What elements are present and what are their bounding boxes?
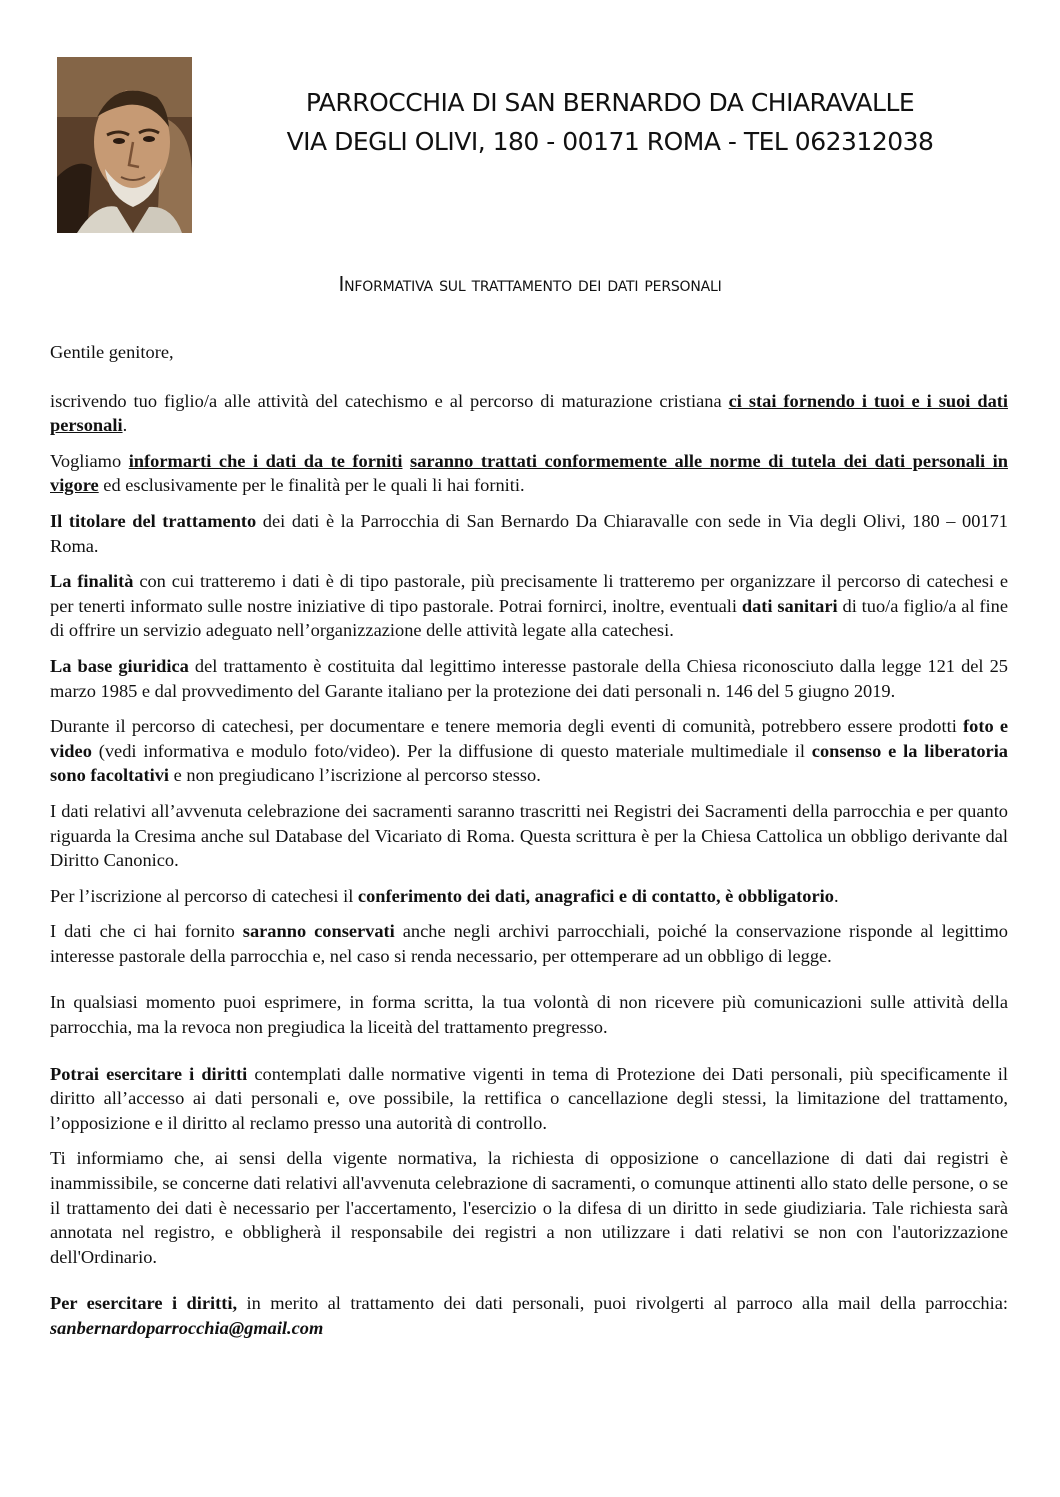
saint-portrait-image [57,57,192,233]
paragraph-2: Vogliamo informarti che i dati da te forniti saranno trattati conformemente alle norme di tutela dei dati personali in vigore ed esclusivamente per le finalità per le quali li hai forniti. [50,450,1008,496]
paragraph-1: iscrivendo tuo figlio/a alle attività del catechismo e al percorso di maturazione cristiana ci stai fornendo i tuoi e i suoi dati personali. [50,390,1008,436]
contact-email-link[interactable]: sanbernardoparrocchia@gmail.com [50,1318,324,1338]
document-body [50,340,1008,1352]
paragraph-rights: Potrai esercitare i diritti contemplati dalle normative vigenti in tema di Protezione dei Dati personali, più specificamente il diritto all’accesso ai dati personali e, ove possibile, la rettifica o cancellazione degli stessi, la limitazione del trattamento, l’opposizione e il diritto al reclamo presso una autorità di controllo. [50,1063,1008,1133]
paragraph-sacraments: I dati relativi all’avvenuta celebrazione dei sacramenti saranno trascritti nei Registri dei Sacramenti della parrocchia e per quanto riguarda la Cresima anche sul Database del Vicariato di Roma. Questa scrittura è per la Chiesa Cattolica un obbligo derivante dal Diritto Canonico. [50,800,1008,871]
paragraph-legal-basis: La base giuridica del trattamento è costituita dal legittimo interesse pastorale della Chiesa riconosciuto dalla legge 121 del 25 marzo 1985 e dal provvedimento del Garante italiano per la protezione dei dati personali n. 146 del 5 giugno 2019. [50,655,1008,701]
paragraph-revocation: In qualsiasi momento puoi esprimere, in forma scritta, la tua volontà di non ricevere più comunicazioni sulle attività della parrocchia, ma la revoca non pregiudica la liceità del trattamento pregresso. [50,992,1008,1038]
paragraph-data-controller: Il titolare del trattamento dei dati è la Parrocchia di San Bernardo Da Chiaravalle con sede in Via degli Olivi, 180 – 00171 Roma. [50,510,1008,556]
parish-name: PARROCCHIA DI SAN BERNARDO DA CHIARAVALLE [305,88,915,117]
document-title: Informativa sul trattamento dei dati personali [338,272,722,296]
parish-address: VIA DEGLI OLIVI, 180 - 00171 ROMA - TEL 062312038 [286,127,934,156]
paragraph-purpose: La finalità con cui tratteremo i dati è di tipo pastorale, più precisamente li tratteremo per organizzare il percorso di catechesi e per tenerti informato sulle nostre iniziative di tipo pastorale. Potrai fornirci, inoltre, eventuali dati sanitari di tuo/a figlio/a al fine di offrire un servizio adeguato nell’organizzazione delle attività legate alla catechesi. [50,571,1009,641]
paragraph-photo-video: Durante il percorso di catechesi, per documentare e tenere memoria degli eventi di comunità, potrebbero essere prodotti foto e video (vedi informativa e modulo foto/video). Per la diffusione di questo materiale multimediale il consenso e la liberatoria sono facoltativi e non pregiudicano l’iscrizione al percorso stesso. [50,716,1008,786]
paragraph-mandatory-data: Per l’iscrizione al percorso di catechesi il conferimento dei dati, anagrafici e di contatto, è obbligatorio. [50,885,839,906]
greeting: Gentile genitore, [50,342,174,362]
paragraph-opposition: Ti informiamo che, ai sensi della vigente normativa, la richiesta di opposizione o cancellazione di dati dai registri è inammissibile, se concerne dati relativi all'avvenuta celebrazione di sacramenti, o comunque attinenti allo stato delle persone, o se il trattamento dei dati è necessario per l'accertamento, l'esercizio o la difesa di un diritto in sede giudiziaria. Tale richiesta sarà annotata nel registro, e obbligherà il responsabile dei registri a non utilizzare i dati relativi se non con l'autorizzazione dell'Ordinario. [50,1148,1008,1267]
paragraph-contact: Per esercitare i diritti, in merito al trattamento dei dati personali, puoi rivolgerti al parroco alla mail della parrocchia: sanbernardoparrocchia@gmail.com [50,1293,1008,1338]
paragraph-retention: I dati che ci hai fornito saranno conservati anche negli archivi parrocchiali, poiché la conservazione risponde al legittimo interesse pastorale della parrocchia e, nel caso si renda necessario, per ottemperare ad un obbligo di legge. [50,921,1008,966]
